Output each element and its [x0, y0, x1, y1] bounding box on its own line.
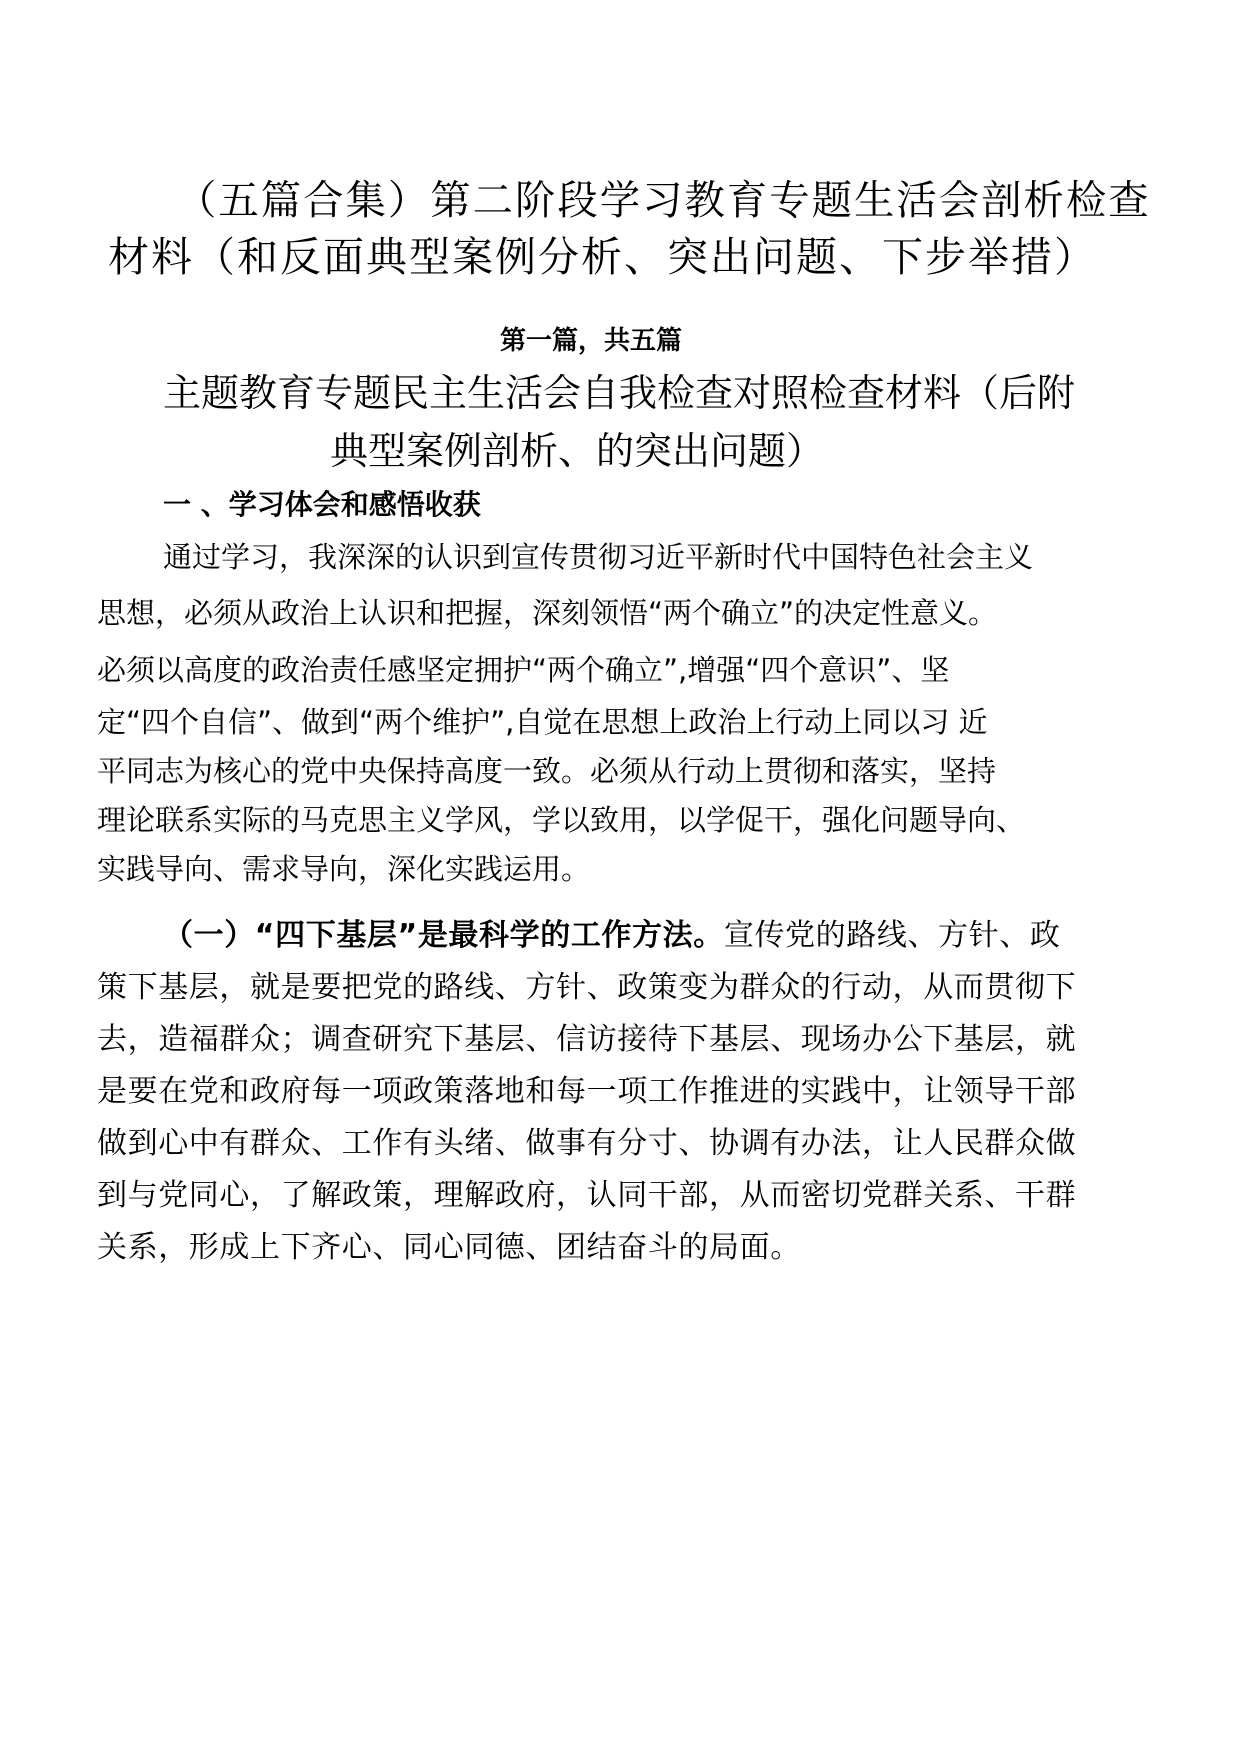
item-one-first-line-rest: 宣传党的路线、方针、政: [723, 918, 1061, 953]
section-paragraph-line: 实践导向、需求导向，深化实践运用。: [97, 852, 591, 886]
section-paragraph-line: 定“四个自信”、做到“两个维护”,自觉在思想上政治上行动上同以习 近: [97, 705, 988, 739]
section-heading: 一 、学习体会和感悟收获: [163, 488, 481, 521]
item-one-line: 关系，形成上下齐心、同心同德、团结奋斗的局面。: [97, 1230, 801, 1265]
section-paragraph-line: 平同志为核心的党中央保持高度一致。必须从行动上贯彻和落实，坚持: [97, 754, 997, 788]
section-paragraph-line: 通过学习，我深深的认识到宣传贯彻习近平新时代中国特色社会主义: [163, 540, 1034, 574]
item-one-line: 做到心中有群众、工作有头绪、做事有分寸、协调有办法，让人民群众做: [97, 1126, 1077, 1161]
document-title-line-1: （五篇合集）第二阶段学习教育专题生活会剖析检查: [176, 177, 1151, 224]
subtitle-line-2: 典型案例剖析、的突出问题）: [330, 429, 825, 473]
subtitle-line-1: 主题教育专题民主生活会自我检查对照检查材料（后附: [163, 371, 1076, 415]
item-one-first-line: [163, 910, 1060, 954]
section-paragraph-line: 思想，必须从政治上认识和把握，深刻领悟“两个确立”的决定性意义。: [97, 596, 998, 630]
section-paragraph-line: 理论联系实际的马克思主义学风，学以致用，以学促干，强化问题导向、: [97, 803, 1026, 837]
item-one-line: 是要在党和政府每一项政策落地和每一项工作推进的实践中，让领导干部: [97, 1074, 1077, 1109]
item-one-line: 去，造福群众；调查研究下基层、信访接待下基层、现场办公下基层，就: [97, 1022, 1077, 1057]
document-title-line-2: 材料（和反面典型案例分析、突出问题、下步举措）: [108, 233, 1097, 281]
item-one-lead: （一）“四下基层”是最科学的工作方法。: [163, 918, 724, 953]
section-paragraph-line: 必须以高度的政治责任感坚定拥护“两个确立”,增强“四个意识”、坚: [97, 653, 950, 687]
item-one-line: 策下基层，就是要把党的路线、方针、政策变为群众的行动，从而贯彻下: [97, 970, 1077, 1005]
part-label: 第一篇，共五篇: [500, 326, 683, 356]
item-one-line: 到与党同心，了解政策，理解政府，认同干部，从而密切党群关系、干群: [97, 1178, 1077, 1213]
